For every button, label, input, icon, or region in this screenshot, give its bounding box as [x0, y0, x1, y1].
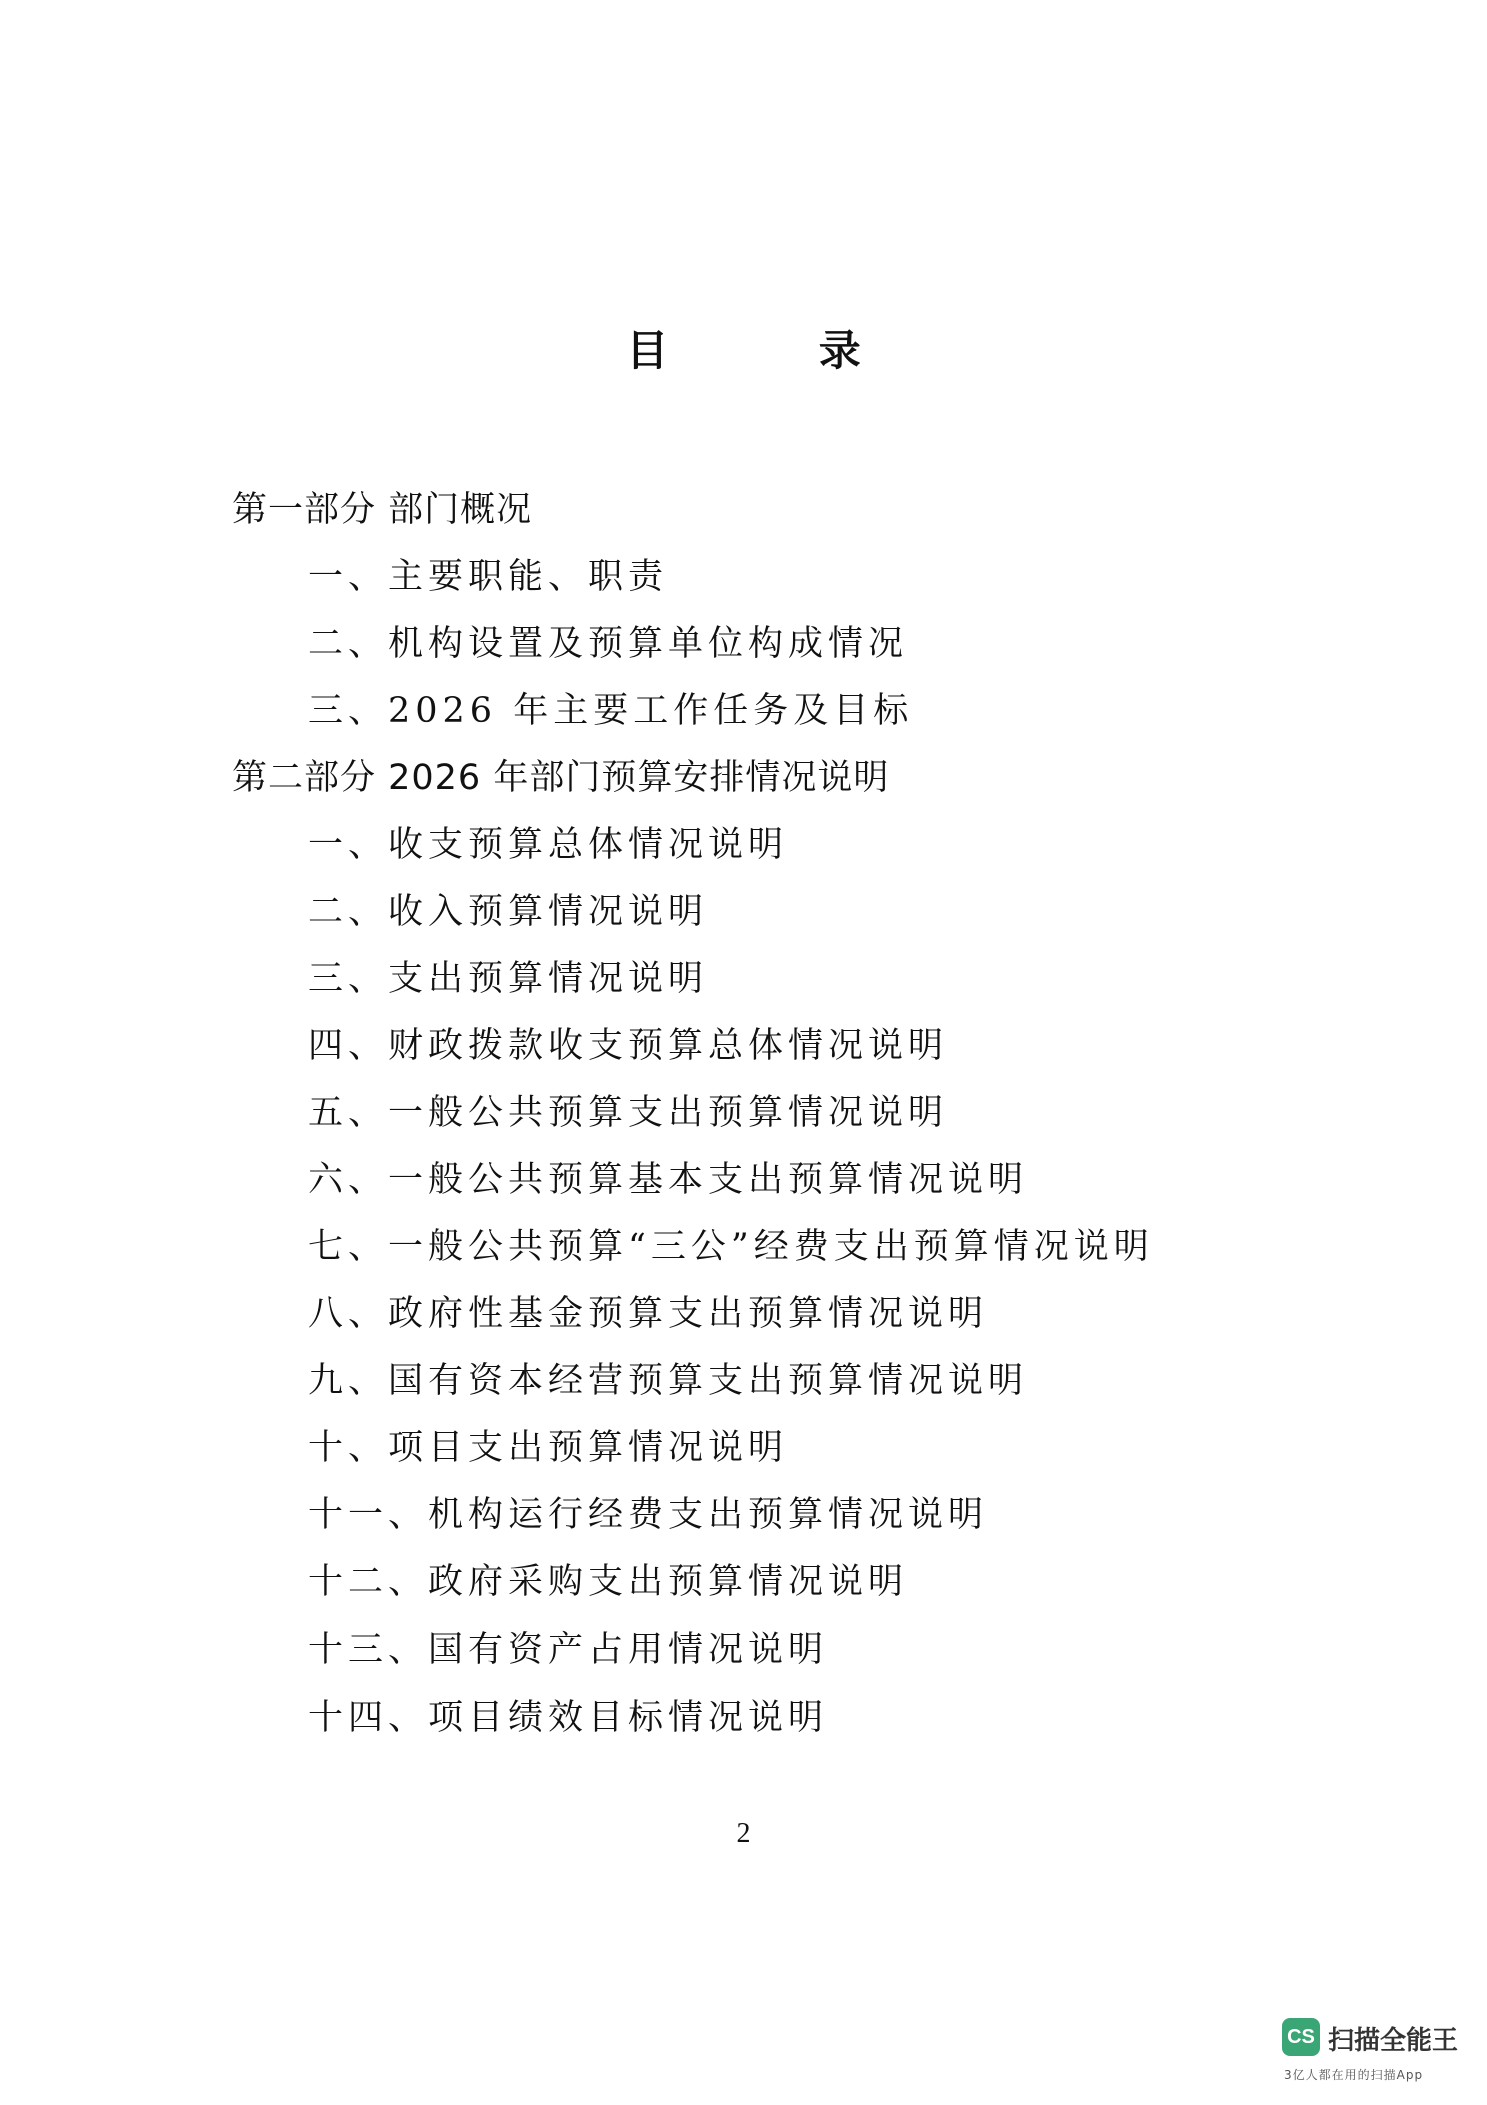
scanner-app-name: 扫描全能王: [1328, 2026, 1459, 2056]
toc-item[interactable]: 一、主要职能、职责: [308, 557, 669, 597]
page-number: 2: [736, 1818, 751, 1849]
toc-item[interactable]: 十一、机构运行经费支出预算情况说明: [308, 1495, 989, 1535]
toc-item[interactable]: 一、收支预算总体情况说明: [308, 825, 789, 865]
toc-item[interactable]: 三、2026 年主要工作任务及目标: [308, 691, 914, 731]
toc-item[interactable]: 六、一般公共预算基本支出预算情况说明: [308, 1160, 1029, 1200]
scanner-watermark: [1282, 2018, 1462, 2088]
toc-item[interactable]: 十、项目支出预算情况说明: [308, 1428, 789, 1468]
scanner-logo-icon: CS: [1282, 2018, 1320, 2056]
toc-part-2[interactable]: 第二部分 2026 年部门预算安排情况说明: [232, 758, 890, 798]
toc-item[interactable]: 八、政府性基金预算支出预算情况说明: [308, 1294, 989, 1334]
toc-item[interactable]: 七、一般公共预算“三公”经费支出预算情况说明: [308, 1227, 1154, 1267]
toc-title: 目 录: [626, 326, 929, 375]
toc-item[interactable]: 十三、国有资产占用情况说明: [308, 1630, 829, 1670]
toc-item[interactable]: 三、支出预算情况说明: [308, 959, 709, 999]
toc-item[interactable]: 二、收入预算情况说明: [308, 892, 709, 932]
toc-item[interactable]: 四、财政拨款收支预算总体情况说明: [308, 1026, 949, 1066]
toc-item[interactable]: 二、机构设置及预算单位构成情况: [308, 624, 909, 664]
toc-item[interactable]: 十二、政府采购支出预算情况说明: [308, 1562, 909, 1602]
toc-item[interactable]: 九、国有资本经营预算支出预算情况说明: [308, 1361, 1029, 1401]
toc-part-1[interactable]: 第一部分 部门概况: [232, 490, 533, 530]
toc-item[interactable]: 十四、项目绩效目标情况说明: [308, 1698, 829, 1738]
scanner-tagline: 3亿人都在用的扫描App: [1284, 2068, 1424, 2082]
toc-item[interactable]: 五、一般公共预算支出预算情况说明: [308, 1093, 949, 1133]
